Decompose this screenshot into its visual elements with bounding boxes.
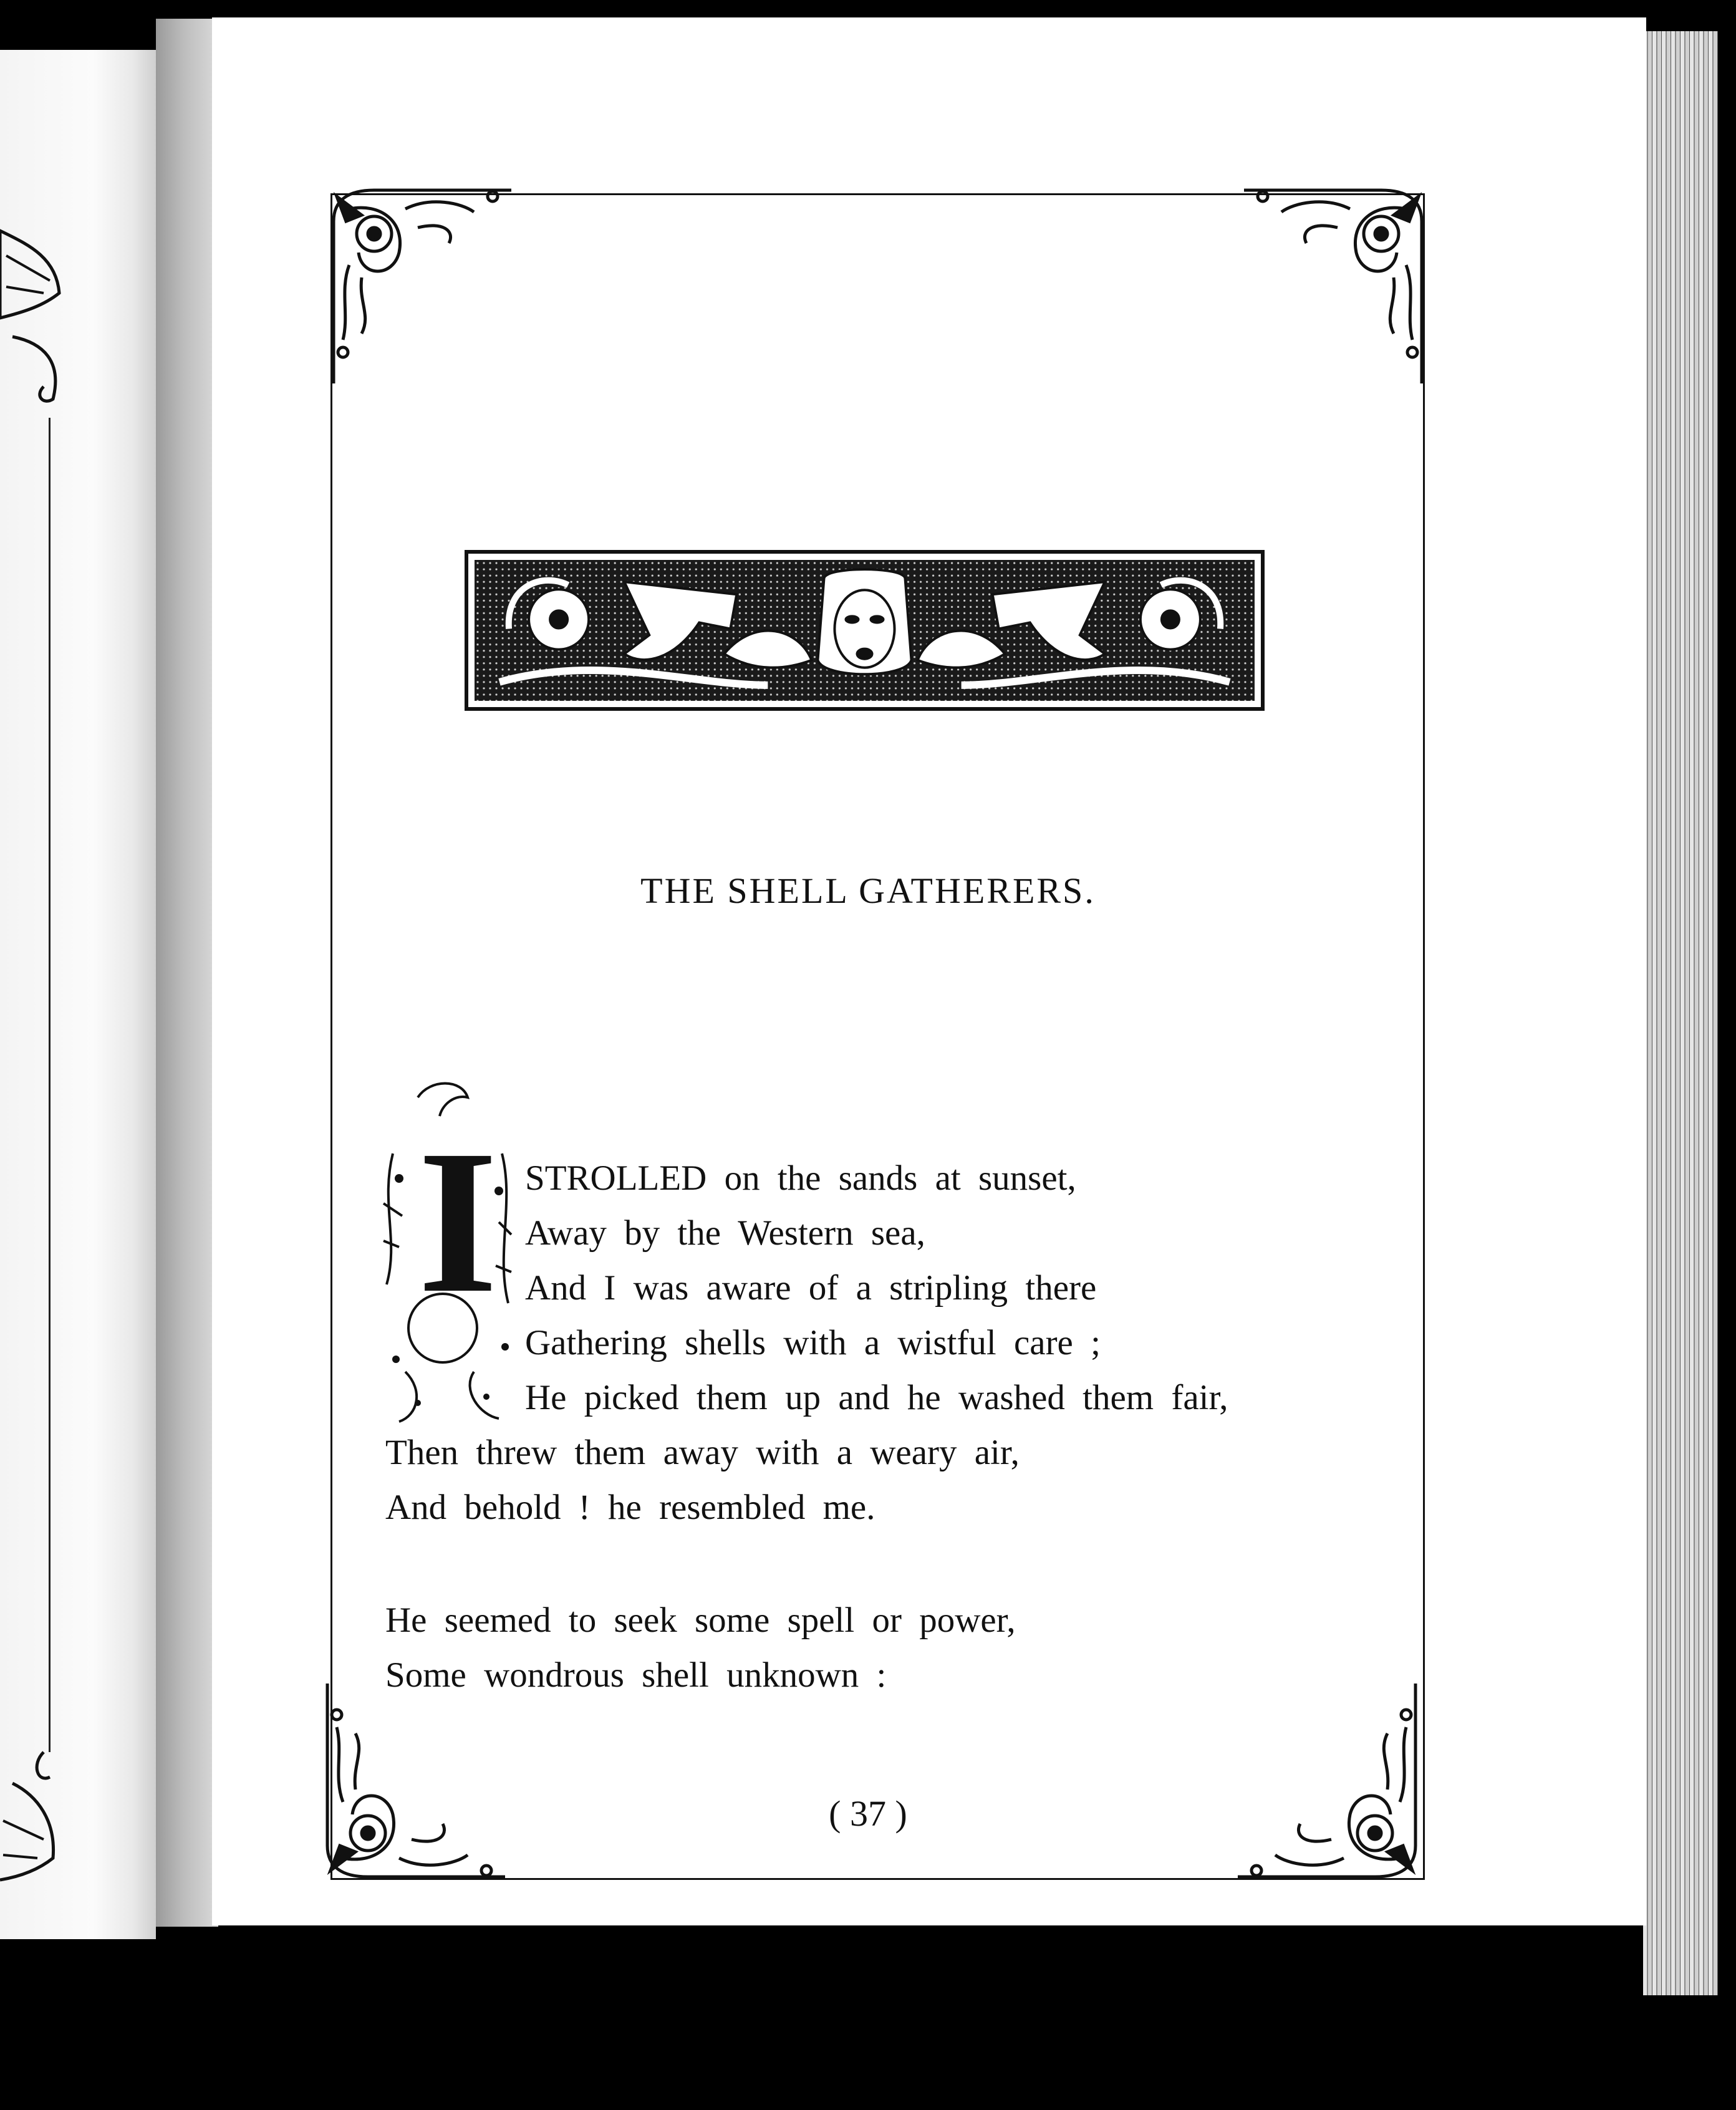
drop-cap-letter: I: [418, 1108, 498, 1336]
poem-line: He picked them up and he washed them fair,: [525, 1378, 1228, 1417]
facing-page-leaf-ornament-icon: [0, 218, 69, 418]
poem-line: Gathering shells with a wistful care ;: [525, 1323, 1101, 1362]
facing-page-leaf-ornament-bottom-icon: [0, 1746, 69, 1945]
scroll-flourish-corner-bottom-left-icon: [318, 1684, 505, 1883]
poem-line: STROLLED on the sands at sunset,: [525, 1159, 1076, 1198]
illuminated-drop-cap: [380, 1079, 514, 1428]
poem-line: Away by the Western sea,: [525, 1213, 925, 1253]
poem-title: THE SHELL GATHERERS.: [640, 870, 1096, 911]
facing-page: [0, 50, 156, 1939]
poem-line: And I was aware of a stripling there: [525, 1268, 1097, 1308]
facing-page-border-rule: [49, 418, 51, 1752]
scroll-flourish-corner-bottom-right-icon: [1238, 1684, 1425, 1883]
poem-line: Then threw them away with a weary air,: [385, 1433, 1020, 1472]
poem-line: Some wondrous shell unknown :: [385, 1655, 887, 1695]
page-number: ( 37 ): [829, 1793, 907, 1834]
poem-line: He seemed to seek some spell or power,: [385, 1601, 1016, 1640]
book-gutter: [156, 19, 218, 1927]
scroll-flourish-corner-top-right-icon: [1244, 184, 1431, 383]
scroll-flourish-corner-top-left-icon: [324, 184, 511, 383]
poem-line: And behold ! he resembled me.: [385, 1488, 875, 1527]
flourish-mask-headpiece-icon: [465, 550, 1265, 711]
page-block-edge: [1643, 31, 1718, 1995]
